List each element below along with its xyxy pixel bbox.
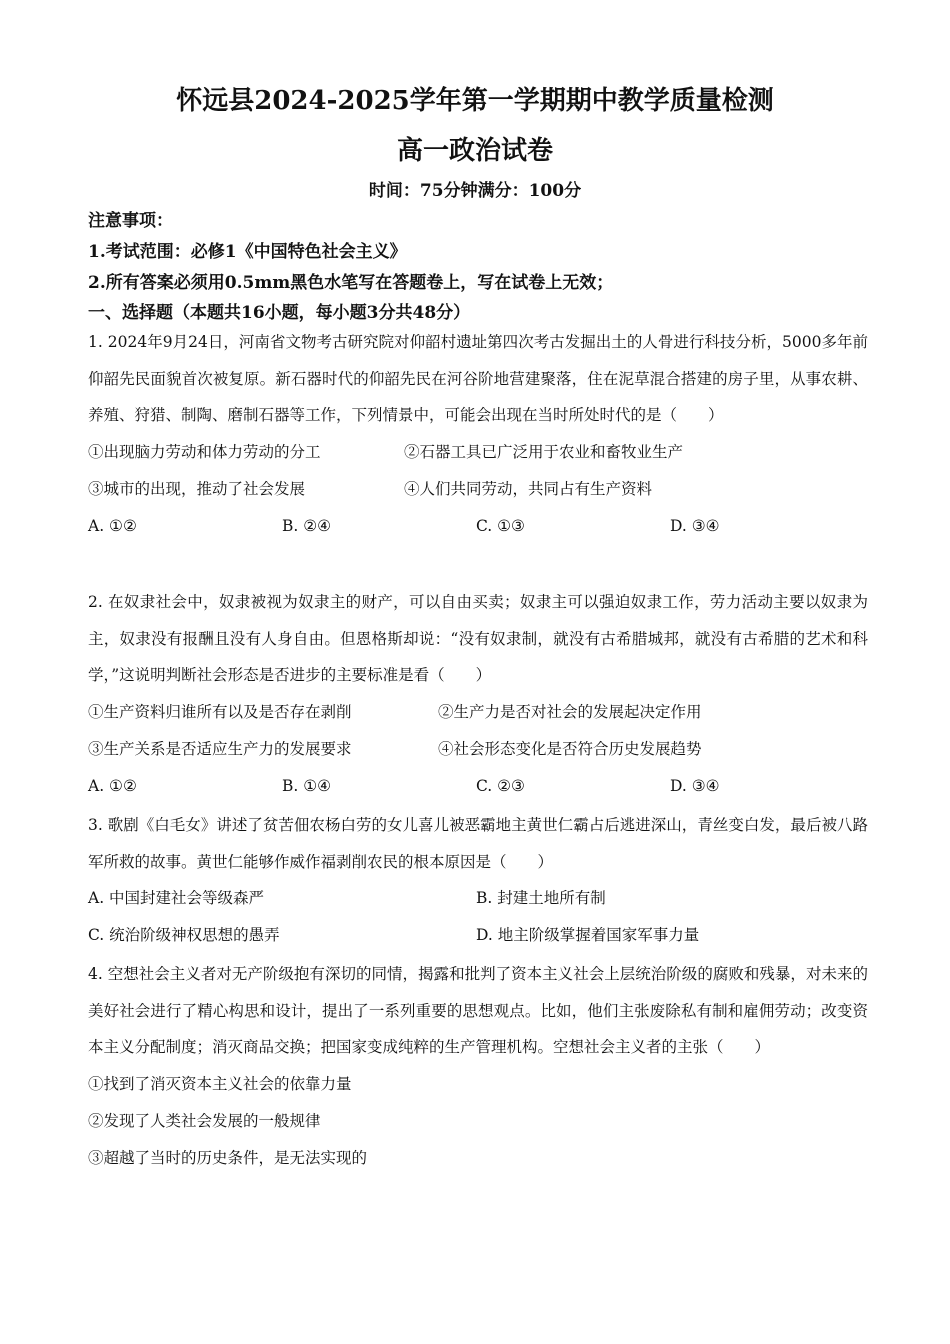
choice-b: B. 封建土地所有制 <box>476 889 606 907</box>
choice-d: D. ③④ <box>670 776 720 795</box>
statement-3: ③生产关系是否适应生产力的发展要求 <box>88 739 352 758</box>
question-3-choices-row-1 <box>88 880 868 917</box>
statement-4: ④社会形态变化是否符合历史发展趋势 <box>438 739 702 758</box>
choice-c: C. ②③ <box>476 776 525 795</box>
question-3-stem: 3. 歌剧《白毛女》讲述了贫苦佃农杨白劳的女儿喜儿被恶霸地主黄世仁霸占后逃进深山，青丝变白发，最后被八路军所救的故事。黄世仁能够作威作福剥削农民的根本原因是（ ） <box>88 816 868 871</box>
statement-3: ③城市的出现，推动了社会发展 <box>88 479 306 498</box>
statement-1: ①找到了消灭资本主义社会的依靠力量 <box>88 1074 352 1093</box>
question-1-statements-row-2 <box>88 471 868 508</box>
choice-c: C. 统治阶级神权思想的愚弄 <box>88 926 280 944</box>
question-1-statements-row-1 <box>88 434 868 471</box>
statement-3: ③超越了当时的历史条件，是无法实现的 <box>88 1148 368 1167</box>
exam-time-score: 时间：75分钟满分：100分 <box>368 181 582 201</box>
choice-a: A. 中国封建社会等级森严 <box>88 889 265 907</box>
choice-b: B. ①④ <box>282 776 332 795</box>
question-2-stem: 2. 在奴隶社会中，奴隶被视为奴隶主的财产，可以自由买卖；奴隶主可以强迫奴隶工作，劳力活动主要以奴隶为主，奴隶没有报酬且没有人身自由。但恩格斯却说：“没有奴隶制，就没有古希腊城邦，就没有古希腊的艺术和科学，”这说明判断社会形态是否进步的主要标准是看（ ） <box>88 593 868 684</box>
exam-title: 怀远县2024-2025学年第一学期期中教学质量检测 <box>176 86 774 116</box>
choice-d: D. 地主阶级掌握着国家军事力量 <box>476 926 700 944</box>
question-1 <box>88 324 868 545</box>
choice-a: A. ①② <box>88 516 137 535</box>
statement-2: ②生产力是否对社会的发展起决定作用 <box>438 702 702 721</box>
exam-subtitle: 高一政治试卷 <box>396 136 553 166</box>
statement-4: ④人们共同劳动，共同占有生产资料 <box>404 479 653 498</box>
question-2-statements-row-1 <box>88 694 868 731</box>
statement-2: ②石器工具已广泛用于农业和畜牧业生产 <box>404 442 684 461</box>
statement-2: ②发现了人类社会发展的一般规律 <box>88 1111 321 1130</box>
choice-b: B. ②④ <box>282 516 332 535</box>
statement-1: ①出现脑力劳动和体力劳动的分工 <box>88 442 321 461</box>
question-3-choices-row-2 <box>88 917 868 954</box>
choice-d: D. ③④ <box>670 516 720 535</box>
notes-heading: 注意事项： <box>88 211 173 231</box>
choice-c: C. ①③ <box>476 516 525 535</box>
question-1-stem: 1. 2024年9月24日，河南省文物考古研究院对仰韶村遗址第四次考古发掘出土的人骨进行科技分析，5000多年前仰韶先民面貌首次被复原。新石器时代的仰韶先民在河谷阶地营建聚落，住在泥草混合搭建的房子里，从事农耕、养殖、狩猎、制陶、磨制石器等工作，下列情景中，可能会出现在当时所处时代的是（ ） <box>88 333 868 424</box>
question-4 <box>88 956 868 1177</box>
question-2 <box>88 584 868 805</box>
statement-1: ①生产资料归谁所有以及是否存在剥削 <box>88 702 352 721</box>
note-scope: 1.考试范围：必修1《中国特色社会主义》 <box>88 242 407 262</box>
question-2-choices <box>88 768 868 805</box>
choice-a: A. ①② <box>88 776 137 795</box>
question-3 <box>88 807 868 954</box>
note-answer-rule: 2.所有答案必须用0.5mm黑色水笔写在答题卷上，写在试卷上无效； <box>88 273 614 293</box>
question-1-choices <box>88 508 868 545</box>
question-4-stem: 4. 空想社会主义者对无产阶级抱有深切的同情，揭露和批判了资本主义社会上层统治阶级的腐败和残暴，对未来的美好社会进行了精心构思和设计，提出了一系列重要的思想观点。比如，他们主张废除私有制和雇佣劳动；改变资本主义分配制度；消灭商品交换；把国家变成纯粹的生产管理机构。空想社会主义者的主张（ ） <box>88 965 868 1056</box>
question-2-statements-row-2 <box>88 731 868 768</box>
section-heading: 一、选择题（本题共16小题，每小题3分共48分） <box>88 303 471 323</box>
